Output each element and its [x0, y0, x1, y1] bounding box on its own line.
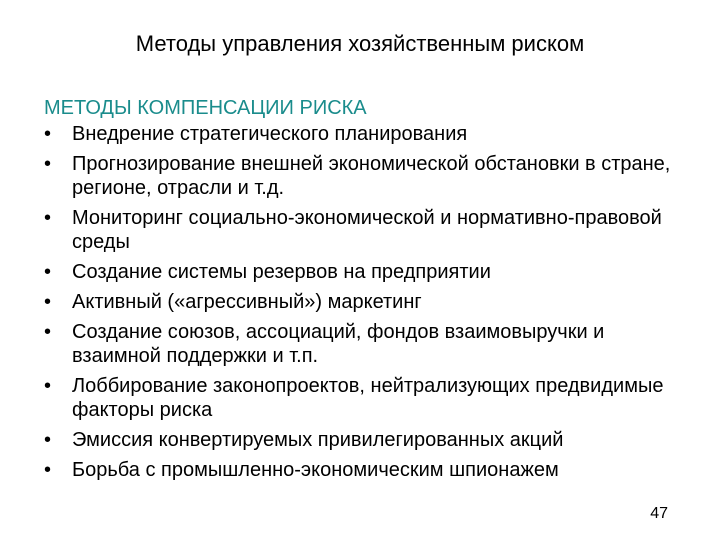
list-item-text: Лоббирование законопроектов, нейтрализующих предвидимые факторы риска: [72, 375, 664, 421]
list-item-text: Борьба с промышленно-экономическим шпионажем: [72, 459, 559, 481]
list-item: [44, 374, 684, 422]
slide-title: Методы управления хозяйственным риском: [135, 31, 585, 56]
page-number: 47: [650, 505, 668, 522]
bullet-icon: •: [44, 153, 52, 175]
bullet-icon: •: [44, 207, 52, 229]
bullet-list: [44, 122, 684, 488]
bullet-icon: •: [44, 459, 52, 481]
bullet-icon: •: [44, 261, 52, 283]
list-item-text: Создание системы резервов на предприятии: [72, 261, 491, 283]
bullet-icon: •: [44, 321, 52, 343]
list-item: [44, 320, 684, 368]
list-item: [44, 122, 684, 146]
list-item-text: Активный («агрессивный») маркетинг: [72, 291, 422, 313]
list-item: [44, 152, 684, 200]
list-item: [44, 428, 684, 452]
list-item: [44, 290, 684, 314]
bullet-icon: •: [44, 291, 52, 313]
list-item-text: Эмиссия конвертируемых привилегированных акций: [72, 429, 564, 451]
list-item-text: Внедрение стратегического планирования: [72, 123, 468, 145]
list-item-text: Прогнозирование внешней экономической обстановки в стране, регионе, отрасли и т.д.: [72, 153, 671, 199]
section-heading: МЕТОДЫ КОМПЕНСАЦИИ РИСКА: [44, 97, 367, 119]
list-item: [44, 260, 684, 284]
list-item-text: Создание союзов, ассоциаций, фондов взаимовыручки и взаимной поддержки и т.п.: [72, 321, 605, 367]
list-item-text: Мониторинг социально-экономической и нормативно-правовой среды: [72, 207, 662, 253]
bullet-icon: •: [44, 123, 52, 145]
list-item: [44, 458, 684, 482]
bullet-icon: •: [44, 375, 52, 397]
list-item: [44, 206, 684, 254]
bullet-icon: •: [44, 429, 52, 451]
